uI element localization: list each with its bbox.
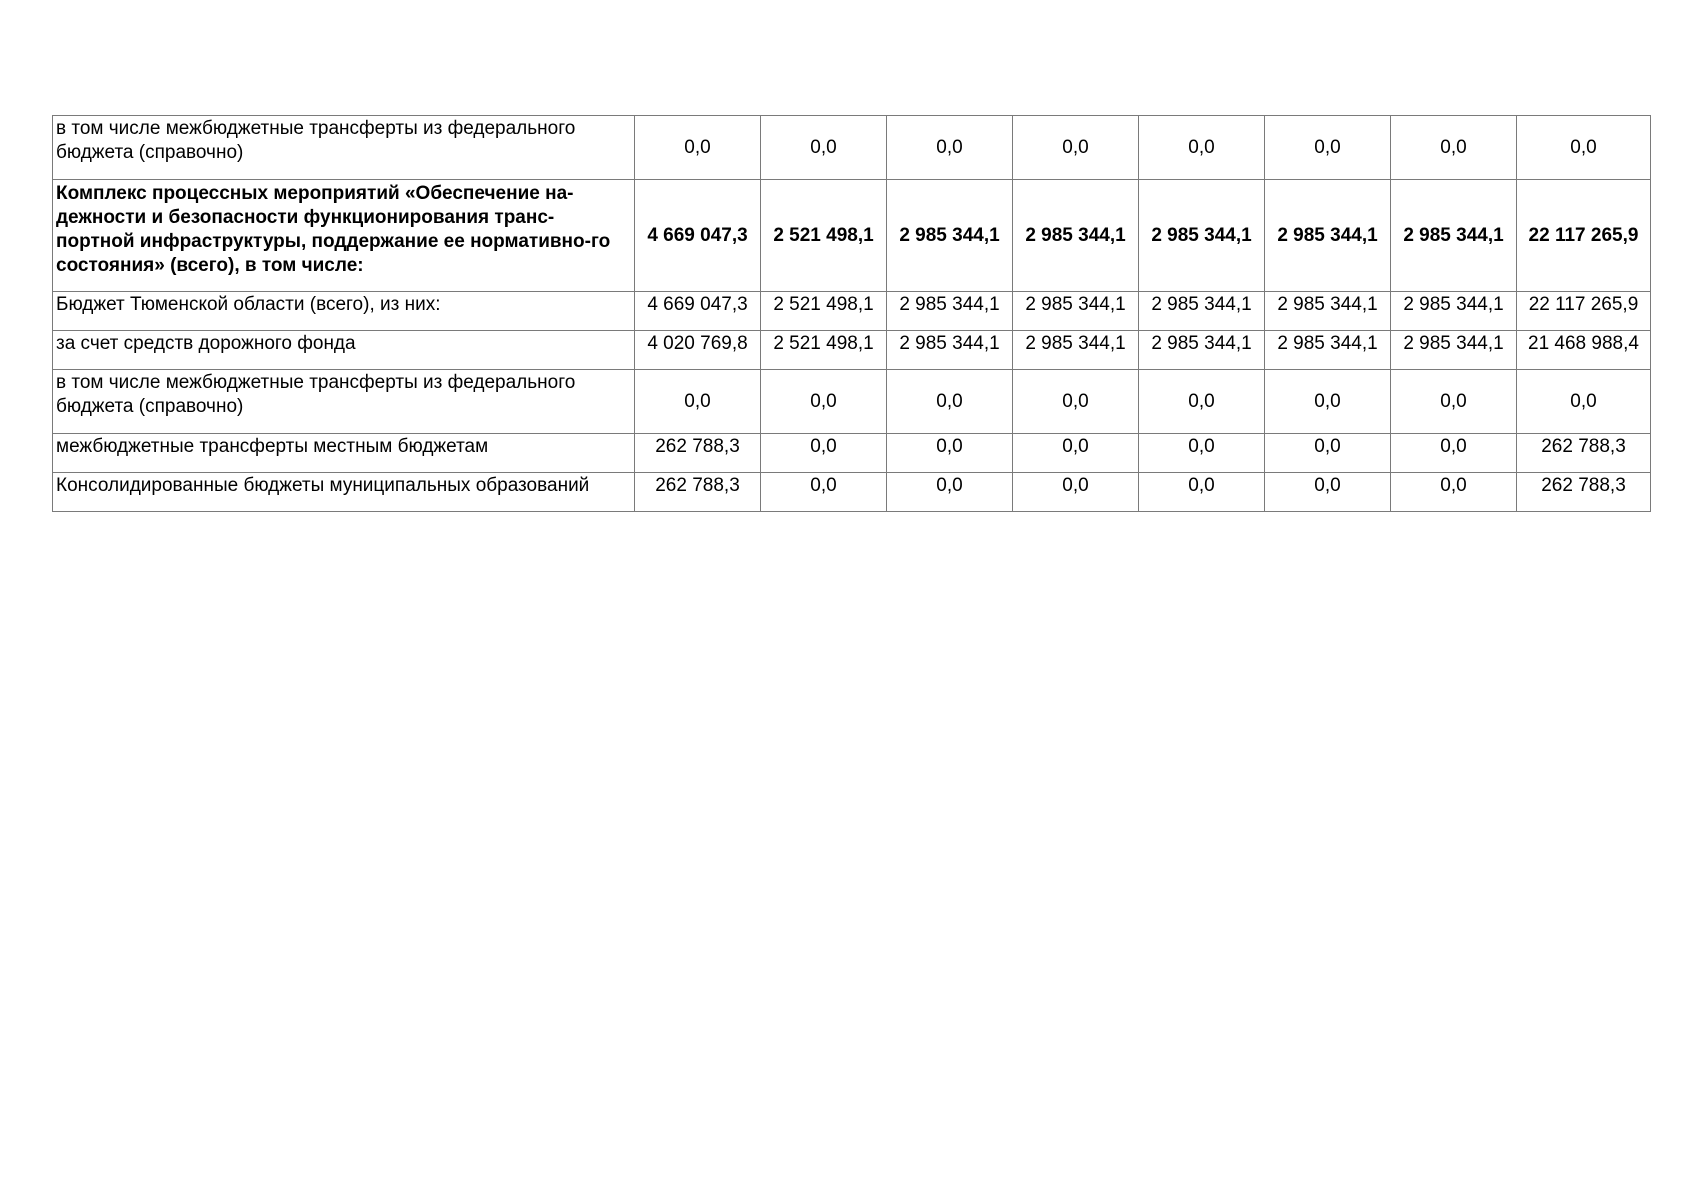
budget-table bbox=[52, 115, 1651, 512]
cell-value: 2 521 498,1 bbox=[761, 180, 887, 292]
cell-value: 0,0 bbox=[1391, 473, 1517, 512]
cell-value: 0,0 bbox=[1265, 370, 1391, 434]
cell-value: 2 985 344,1 bbox=[1013, 331, 1139, 370]
cell-total: 0,0 bbox=[1517, 116, 1651, 180]
cell-value: 0,0 bbox=[1139, 116, 1265, 180]
cell-value: 0,0 bbox=[887, 116, 1013, 180]
cell-value: 2 985 344,1 bbox=[1391, 180, 1517, 292]
cell-value: 0,0 bbox=[635, 116, 761, 180]
cell-value: 2 985 344,1 bbox=[1391, 292, 1517, 331]
cell-value: 0,0 bbox=[1391, 116, 1517, 180]
cell-value: 0,0 bbox=[761, 116, 887, 180]
table-row bbox=[53, 473, 1651, 512]
cell-value: 2 985 344,1 bbox=[1139, 331, 1265, 370]
cell-value: 2 985 344,1 bbox=[887, 331, 1013, 370]
table-row bbox=[53, 116, 1651, 180]
cell-value: 0,0 bbox=[887, 434, 1013, 473]
cell-value: 0,0 bbox=[1265, 473, 1391, 512]
table-row-section-header bbox=[53, 180, 1651, 292]
cell-value: 2 985 344,1 bbox=[887, 292, 1013, 331]
cell-total: 22 117 265,9 bbox=[1517, 180, 1651, 292]
cell-value: 0,0 bbox=[1139, 370, 1265, 434]
cell-value: 0,0 bbox=[1013, 473, 1139, 512]
table-row bbox=[53, 331, 1651, 370]
cell-value: 0,0 bbox=[1265, 434, 1391, 473]
cell-value: 2 985 344,1 bbox=[1391, 331, 1517, 370]
row-label: Комплекс процессных мероприятий «Обеспечение на-дежности и безопасности функционирования транс-портной инфраструктуры, поддержание ее нормативно-го состояния» (всего), в том числе: bbox=[53, 180, 635, 292]
cell-value: 262 788,3 bbox=[635, 473, 761, 512]
cell-value: 0,0 bbox=[635, 370, 761, 434]
cell-value: 0,0 bbox=[761, 473, 887, 512]
cell-value: 2 985 344,1 bbox=[1013, 292, 1139, 331]
cell-value: 0,0 bbox=[761, 370, 887, 434]
table-row bbox=[53, 370, 1651, 434]
cell-value: 2 985 344,1 bbox=[1139, 292, 1265, 331]
cell-total: 21 468 988,4 bbox=[1517, 331, 1651, 370]
cell-value: 2 985 344,1 bbox=[1013, 180, 1139, 292]
cell-value: 0,0 bbox=[1265, 116, 1391, 180]
cell-value: 0,0 bbox=[1013, 370, 1139, 434]
table-row bbox=[53, 292, 1651, 331]
cell-value: 4 669 047,3 bbox=[635, 180, 761, 292]
cell-total: 22 117 265,9 bbox=[1517, 292, 1651, 331]
cell-value: 2 985 344,1 bbox=[887, 180, 1013, 292]
cell-value: 2 985 344,1 bbox=[1265, 331, 1391, 370]
cell-value: 0,0 bbox=[887, 473, 1013, 512]
row-label: Бюджет Тюменской области (всего), из них: bbox=[53, 292, 635, 331]
cell-value: 0,0 bbox=[1013, 434, 1139, 473]
cell-value: 0,0 bbox=[1391, 434, 1517, 473]
row-label: в том числе межбюджетные трансферты из федерального бюджета (справочно) bbox=[53, 116, 635, 180]
cell-value: 0,0 bbox=[1139, 434, 1265, 473]
cell-value: 2 521 498,1 bbox=[761, 292, 887, 331]
table-row bbox=[53, 434, 1651, 473]
cell-value: 0,0 bbox=[1139, 473, 1265, 512]
row-label: за счет средств дорожного фонда bbox=[53, 331, 635, 370]
cell-value: 4 669 047,3 bbox=[635, 292, 761, 331]
cell-total: 262 788,3 bbox=[1517, 434, 1651, 473]
row-label: в том числе межбюджетные трансферты из федерального бюджета (справочно) bbox=[53, 370, 635, 434]
cell-value: 4 020 769,8 bbox=[635, 331, 761, 370]
cell-total: 262 788,3 bbox=[1517, 473, 1651, 512]
cell-value: 0,0 bbox=[761, 434, 887, 473]
row-label: Консолидированные бюджеты муниципальных образований bbox=[53, 473, 635, 512]
row-label: межбюджетные трансферты местным бюджетам bbox=[53, 434, 635, 473]
cell-value: 0,0 bbox=[1013, 116, 1139, 180]
cell-value: 2 985 344,1 bbox=[1265, 292, 1391, 331]
cell-value: 0,0 bbox=[1391, 370, 1517, 434]
cell-value: 2 985 344,1 bbox=[1139, 180, 1265, 292]
cell-total: 0,0 bbox=[1517, 370, 1651, 434]
cell-value: 0,0 bbox=[887, 370, 1013, 434]
cell-value: 2 521 498,1 bbox=[761, 331, 887, 370]
cell-value: 2 985 344,1 bbox=[1265, 180, 1391, 292]
cell-value: 262 788,3 bbox=[635, 434, 761, 473]
